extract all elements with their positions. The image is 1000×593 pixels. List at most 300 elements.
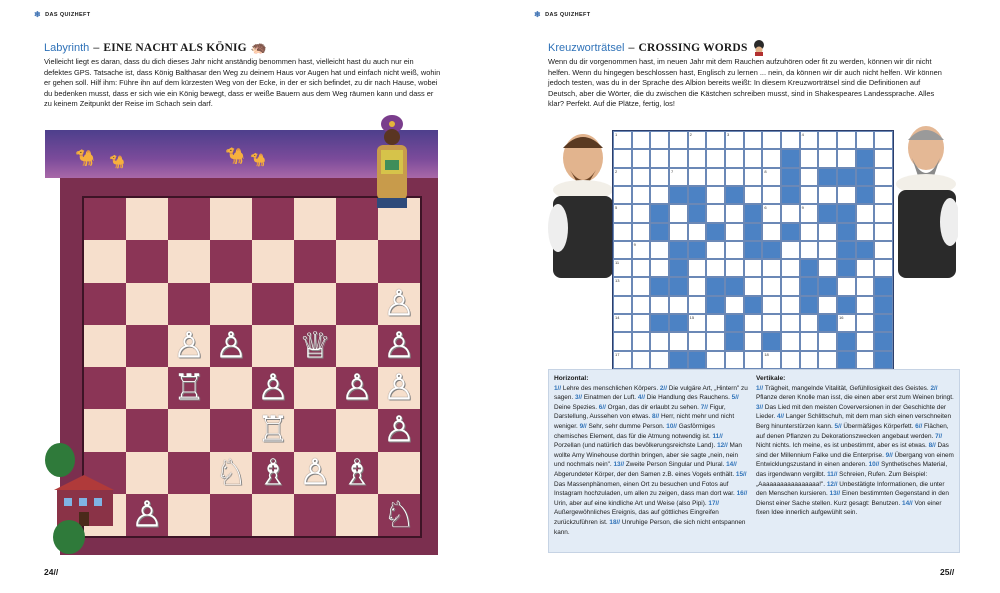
crossword-cell[interactable] <box>613 332 632 350</box>
crossword-cell[interactable] <box>837 277 856 295</box>
crossword-cell[interactable] <box>706 204 725 222</box>
board-square <box>336 325 378 367</box>
crossword-cell[interactable] <box>706 314 725 332</box>
clues-vertical <box>756 374 954 518</box>
crossword-cell[interactable] <box>762 351 781 369</box>
crossword-cell[interactable] <box>874 223 893 241</box>
crossword-cell[interactable] <box>613 149 632 167</box>
clue-text: Von einer fixen Idee innerlich aufgewühlt sein. <box>756 499 942 517</box>
crossword-cell[interactable] <box>650 131 669 149</box>
crossword-cell[interactable] <box>818 131 837 149</box>
crossword-cell[interactable] <box>613 204 632 222</box>
crossword-cell[interactable] <box>818 186 837 204</box>
crossword-cell-number: 6 <box>764 205 767 211</box>
chess-piece: ♘ <box>214 450 248 492</box>
tree-bottom <box>53 520 85 554</box>
board-square <box>126 240 168 282</box>
board-square <box>378 367 420 409</box>
crossword-block <box>837 351 856 369</box>
crossword-cell[interactable] <box>706 186 725 204</box>
crossword-block <box>837 332 856 350</box>
crossword-cell[interactable] <box>837 186 856 204</box>
crossword-cell[interactable] <box>856 277 875 295</box>
crossword-cell[interactable] <box>725 168 744 186</box>
intro-line: er gehen soll. Hilf ihm: Führe ihn auf dem kürzesten Weg von der Ecke, in der er sich befindet, zu dir nach Hause, wobei <box>44 78 438 88</box>
board-square <box>126 452 168 494</box>
crossword-cell[interactable] <box>613 277 632 295</box>
snowflake-icon: ❄ <box>34 10 42 19</box>
crossword-cell[interactable] <box>650 296 669 314</box>
crossword-cell[interactable] <box>613 241 632 259</box>
crossword-cell[interactable] <box>762 149 781 167</box>
crossword-block <box>688 241 707 259</box>
crossword-cell[interactable] <box>688 277 707 295</box>
crossword-cell[interactable] <box>781 204 800 222</box>
crossword-cell[interactable] <box>856 332 875 350</box>
crossword-cell[interactable] <box>818 332 837 350</box>
crossword-cell-number: 5 <box>615 205 618 211</box>
board-square <box>210 198 252 240</box>
clue-number: 2// <box>659 384 669 392</box>
crossword-cell[interactable] <box>744 168 763 186</box>
crossword-cell[interactable] <box>632 277 651 295</box>
crossword-cell[interactable] <box>650 186 669 204</box>
crossword-cell[interactable] <box>856 351 875 369</box>
clue-text: Übergang von einem Entwicklungszustand in einen anderen. <box>756 451 954 469</box>
crossword-cell[interactable] <box>706 332 725 350</box>
crossword-cell[interactable] <box>800 131 819 149</box>
crossword-block <box>818 314 837 332</box>
clue-text: Das sind der Millennium Falke und die Enterprise. <box>756 442 949 459</box>
clue-number: 10// <box>666 422 679 430</box>
crossword-cell[interactable] <box>762 168 781 186</box>
clue-number: 1// <box>756 384 765 392</box>
crossword-cell[interactable] <box>762 131 781 149</box>
crossword-cell-number: 1 <box>615 132 618 137</box>
chess-piece: ♙ <box>256 366 290 408</box>
chess-piece: ♙ <box>382 324 416 366</box>
crossword-block <box>781 186 800 204</box>
board-square <box>84 409 126 451</box>
home-house <box>49 470 119 530</box>
crossword-cell[interactable] <box>632 168 651 186</box>
crossword-cell[interactable] <box>781 332 800 350</box>
crossword-block <box>725 314 744 332</box>
crossword-block <box>837 296 856 314</box>
crossword-block <box>744 241 763 259</box>
crossword-cell[interactable] <box>781 241 800 259</box>
crossword-cell[interactable] <box>781 131 800 149</box>
crossword-cell[interactable] <box>725 259 744 277</box>
crossword-cell[interactable] <box>669 296 688 314</box>
crossword-cell[interactable] <box>818 259 837 277</box>
chess-piece: ♙ <box>382 366 416 408</box>
crossword-block <box>669 241 688 259</box>
crossword-block <box>781 223 800 241</box>
crossword-cell[interactable] <box>688 149 707 167</box>
title-subtitle: EINE NACHT ALS KÖNIG <box>103 42 247 54</box>
crossword-cell[interactable] <box>613 223 632 241</box>
chess-piece: ♙ <box>382 408 416 450</box>
board-square <box>168 409 210 451</box>
crossword-cell[interactable] <box>669 332 688 350</box>
crossword-cell-number: 14 <box>615 315 620 321</box>
crossword-cell-number: 18 <box>764 351 769 357</box>
crossword-cell[interactable] <box>688 314 707 332</box>
crossword-block <box>781 149 800 167</box>
intro-line: Deutsch, aber die Wörter, die du zwischen die Kästchen schreiben musst, sind in Shakespeares Landessprache. Alles <box>548 88 935 98</box>
crossword-cell[interactable] <box>632 186 651 204</box>
intro-text <box>44 57 454 110</box>
clue-text: Urin, aber auf eine kindliche Art und Weise (also Pipi). <box>554 499 709 507</box>
crossword-cell[interactable] <box>632 259 651 277</box>
board-square <box>378 452 420 494</box>
crossword-cell[interactable] <box>688 168 707 186</box>
board-square <box>252 494 294 536</box>
crossword-cell[interactable] <box>818 149 837 167</box>
clue-number: 14// <box>726 461 737 469</box>
crossword-block <box>650 204 669 222</box>
clue-number: 11// <box>712 432 723 440</box>
crossword-cell[interactable] <box>706 241 725 259</box>
crossword-cell[interactable] <box>800 168 819 186</box>
crossword-illustration <box>548 118 958 369</box>
crossword-cell[interactable] <box>632 149 651 167</box>
crossword-cell[interactable] <box>744 277 763 295</box>
crossword-cell[interactable] <box>781 314 800 332</box>
board-square <box>210 325 252 367</box>
clue-text: Synthetisches Material, das irgendwann vergilbt. <box>756 461 948 478</box>
crossword-block <box>688 351 707 369</box>
crossword-block <box>762 241 781 259</box>
crossword-cell[interactable] <box>632 296 651 314</box>
clue-text: Die Handlung des Rauchens. <box>646 394 732 402</box>
crossword-block <box>874 351 893 369</box>
crossword-cell[interactable] <box>725 131 744 149</box>
clue-text: Trägheit, mangelnde Vitalität, Gefühllosigkeit des Geistes. <box>764 384 931 392</box>
clue-text: Porzellan (und natürlich das bevölkerungsreichste Land). <box>554 442 718 450</box>
clue-number: 4// <box>776 413 786 421</box>
title-dash: – <box>628 42 635 54</box>
crossword-block <box>725 277 744 295</box>
title-dash: – <box>93 42 100 54</box>
crossword-block <box>837 241 856 259</box>
crossword-cell[interactable] <box>800 223 819 241</box>
clue-text: Einatmen der Luft. <box>583 394 638 402</box>
crossword-cell[interactable] <box>632 131 651 149</box>
crossword-cell[interactable] <box>781 351 800 369</box>
crossword-cell[interactable] <box>688 259 707 277</box>
crossword-cell[interactable] <box>632 204 651 222</box>
crossword-block <box>874 277 893 295</box>
clue-text: Man wollte Amy Winehouse dorthin bringen, aber sie sagte „nein, nein und nochmals nein". <box>554 442 742 469</box>
intro-line: jedoch testen, was du in der Sprache des Albion bereits weißt: In diesem Kreuzworträtsel sind die Definitionen auf <box>548 78 921 88</box>
intro-line: du bedenken musst, dass er sich wie ein König bewegt, dass er weiße Bauern aus dem Weg räumen kann und dass er <box>44 88 434 98</box>
crossword-cell[interactable] <box>669 131 688 149</box>
clue-number: 8// <box>928 442 938 450</box>
crossword-cell[interactable] <box>632 332 651 350</box>
crossword-cell[interactable] <box>632 351 651 369</box>
clue-number: 10// <box>868 461 882 469</box>
crossword-block <box>669 277 688 295</box>
crossword-cell[interactable] <box>688 332 707 350</box>
clue-text: Flächen, auf denen Pflanzen zu Dekorationszwecken angebaut werden. <box>756 422 949 440</box>
crossword-cell[interactable] <box>744 131 763 149</box>
crossword-cell[interactable] <box>613 131 632 149</box>
crossword-cell[interactable] <box>800 149 819 167</box>
clue-number: 3// <box>756 403 765 411</box>
crossword-cell[interactable] <box>856 259 875 277</box>
board-square <box>336 452 378 494</box>
crossword-cell[interactable] <box>762 186 781 204</box>
clue-text: Pflanze deren Knolle man isst, die einen aber erst zum Weinen bringt. <box>756 394 954 402</box>
board-square <box>168 283 210 325</box>
board-square <box>168 240 210 282</box>
crossword-cell[interactable] <box>650 351 669 369</box>
board-square <box>126 367 168 409</box>
crossword-block <box>874 314 893 332</box>
crossword-cell-number: 9 <box>801 205 804 211</box>
chess-piece: ♙ <box>214 324 248 366</box>
board-square <box>126 409 168 451</box>
crossword-cell[interactable] <box>744 259 763 277</box>
crossword-cell[interactable] <box>650 241 669 259</box>
crossword-cell[interactable] <box>874 168 893 186</box>
crossword-cell[interactable] <box>613 259 632 277</box>
board-square <box>84 283 126 325</box>
clue-number: 14// <box>902 499 915 507</box>
clue-number: 12// <box>826 480 840 488</box>
right-page <box>500 0 1000 593</box>
crossword-block <box>781 168 800 186</box>
clue-text: Sehr, sehr dumme Person. <box>588 422 667 430</box>
clue-text: Zweite Person Singular und Plural. <box>625 461 727 469</box>
board-square <box>252 409 294 451</box>
crossword-cell[interactable] <box>818 241 837 259</box>
crossword-cell[interactable] <box>650 332 669 350</box>
crossword-cell[interactable] <box>706 351 725 369</box>
chess-piece: ♕ <box>298 324 332 366</box>
crossword-block <box>688 204 707 222</box>
crossword-block <box>856 186 875 204</box>
crossword-cell[interactable] <box>669 223 688 241</box>
crossword-cell[interactable] <box>800 241 819 259</box>
crossword-block <box>650 223 669 241</box>
board-square <box>378 283 420 325</box>
board-square <box>294 283 336 325</box>
crossword-block <box>800 296 819 314</box>
crossword-cell[interactable] <box>744 314 763 332</box>
crossword-cell[interactable] <box>725 296 744 314</box>
crossword-cell-number: 2 <box>615 168 618 174</box>
crossword-cell[interactable] <box>613 314 632 332</box>
crossword-cell[interactable] <box>762 314 781 332</box>
crossword-cell[interactable] <box>818 223 837 241</box>
crossword-cell[interactable] <box>818 296 837 314</box>
chess-piece: ♖ <box>256 408 290 450</box>
crossword-cell[interactable] <box>874 149 893 167</box>
board-square <box>126 325 168 367</box>
clue-number: 9// <box>885 451 895 459</box>
crossword-cell[interactable] <box>800 351 819 369</box>
crossword-cell[interactable] <box>856 204 875 222</box>
chess-piece: ♙ <box>172 324 206 366</box>
crossword-block <box>837 168 856 186</box>
board-square <box>126 494 168 536</box>
crossword-cell[interactable] <box>613 186 632 204</box>
board-square <box>126 283 168 325</box>
crossword-cell[interactable] <box>688 296 707 314</box>
board-square <box>84 325 126 367</box>
crossword-cell[interactable] <box>744 149 763 167</box>
crossword-cell[interactable] <box>632 223 651 241</box>
board-square <box>378 325 420 367</box>
crossword-cell[interactable] <box>688 223 707 241</box>
crossword-cell[interactable] <box>874 241 893 259</box>
crossword-cell[interactable] <box>650 168 669 186</box>
crossword-cell[interactable] <box>856 296 875 314</box>
intro-line: klar? Perfekt. Auf die Plätze, fertig, los! <box>548 99 675 109</box>
clue-number: 6// <box>598 403 608 411</box>
clues-vertical-title: Vertikale: <box>756 375 786 382</box>
chess-piece: ♗ <box>256 450 290 492</box>
crossword-cell[interactable] <box>725 204 744 222</box>
crossword-cell[interactable] <box>837 314 856 332</box>
clue-text: Langer Schlittschuh, mit dem man sich einen verschneiten Berg hinunterstürzen kann. <box>756 413 952 430</box>
crossword-cell[interactable] <box>725 241 744 259</box>
crossword-cell[interactable] <box>706 168 725 186</box>
clue-number: 17// <box>708 499 720 507</box>
crossword-cell[interactable] <box>800 204 819 222</box>
crossword-block <box>837 204 856 222</box>
clues-box <box>548 369 960 553</box>
clue-number: 4// <box>637 394 647 402</box>
clues-horizontal <box>554 374 750 537</box>
crossword-cell[interactable] <box>762 296 781 314</box>
crossword-cell[interactable] <box>725 223 744 241</box>
crossword-cell[interactable] <box>650 149 669 167</box>
crossword-cell[interactable] <box>856 223 875 241</box>
board-square <box>84 240 126 282</box>
crossword-cell[interactable] <box>800 186 819 204</box>
crossword-cell[interactable] <box>856 314 875 332</box>
clue-text: Übermäßiges Körperfett. <box>843 422 916 430</box>
header-label: DAS QUIZHEFT <box>545 11 591 18</box>
crossword-cell[interactable] <box>725 149 744 167</box>
crossword-cell[interactable] <box>632 314 651 332</box>
crossword-block <box>818 277 837 295</box>
header-label: DAS QUIZHEFT <box>45 11 91 18</box>
crossword-cell[interactable] <box>874 131 893 149</box>
crossword-cell[interactable] <box>762 204 781 222</box>
crossword-cell[interactable] <box>613 296 632 314</box>
crossword-cell[interactable] <box>762 277 781 295</box>
crossword-cell[interactable] <box>781 259 800 277</box>
board-square <box>84 367 126 409</box>
crossword-cell-number: 2 <box>689 132 692 137</box>
clue-text: Die vulgäre Art, „Hintern" zu sagen. <box>554 384 748 402</box>
crossword-cell[interactable] <box>800 332 819 350</box>
clues-horizontal-list <box>554 384 750 538</box>
crossword-cell[interactable] <box>800 314 819 332</box>
crossword-cell[interactable] <box>669 204 688 222</box>
guard-icon <box>752 40 766 56</box>
crossword-cell[interactable] <box>874 259 893 277</box>
crossword-cell[interactable] <box>650 259 669 277</box>
crossword-cell[interactable] <box>781 277 800 295</box>
crossword-cell[interactable] <box>688 131 707 149</box>
chess-piece: ♙ <box>382 281 416 323</box>
crossword-cell[interactable] <box>744 186 763 204</box>
crossword-cell[interactable] <box>725 351 744 369</box>
clue-text: Einen bestimmten Gegenstand in den Dienst einer Sache stellen. Kurz gesagt: Benutzen. <box>756 490 949 507</box>
crossword-cell[interactable] <box>874 204 893 222</box>
crossword-cell[interactable] <box>613 168 632 186</box>
crossword-cell[interactable] <box>856 131 875 149</box>
board-square <box>168 452 210 494</box>
crossword-cell[interactable] <box>669 149 688 167</box>
clue-number: 6// <box>915 422 925 430</box>
clue-number: 7// <box>935 432 943 440</box>
crossword-cell[interactable] <box>781 296 800 314</box>
crossword-cell[interactable] <box>706 259 725 277</box>
board-square <box>84 198 126 240</box>
board-square <box>252 240 294 282</box>
crossword-block <box>744 204 763 222</box>
crossword-block <box>874 332 893 350</box>
clue-number: 16// <box>736 490 748 498</box>
crossword-block <box>669 259 688 277</box>
crossword-block <box>818 168 837 186</box>
clue-text: Unruhige Person, die sich nicht entspannen kann. <box>554 518 746 536</box>
crossword-block <box>744 296 763 314</box>
clues-vertical-list <box>756 384 954 518</box>
crossword-cell-number: 4 <box>801 132 804 137</box>
crossword-cell[interactable] <box>818 351 837 369</box>
crossword-cell[interactable] <box>744 351 763 369</box>
chess-illustration <box>45 130 438 555</box>
crossword-cell[interactable] <box>632 241 651 259</box>
crossword-cell[interactable] <box>669 168 688 186</box>
clue-number: 9// <box>579 422 589 430</box>
crossword-cell[interactable] <box>706 149 725 167</box>
clue-number: 13// <box>613 461 626 469</box>
crossword-cell[interactable] <box>744 332 763 350</box>
crossword-cell[interactable] <box>762 259 781 277</box>
crossword-block <box>762 332 781 350</box>
crossword-cell[interactable] <box>837 149 856 167</box>
chessboard <box>82 196 422 538</box>
board-square <box>210 409 252 451</box>
board-square <box>378 494 420 536</box>
crossword-cell-number: 11 <box>615 260 620 266</box>
board-square <box>252 325 294 367</box>
crossword-cell[interactable] <box>613 351 632 369</box>
crossword-block <box>856 149 875 167</box>
board-square <box>294 198 336 240</box>
crossword-cell[interactable] <box>762 223 781 241</box>
crossword-cell[interactable] <box>837 131 856 149</box>
crossword-block <box>800 277 819 295</box>
clue-text: Schreien, Rufen. Zum Beispiel: „Aaaaaaaaaaaaaaaaa!". <box>756 470 928 488</box>
board-square <box>294 240 336 282</box>
clue-number: 18// <box>609 518 622 526</box>
crossword-cell[interactable] <box>874 186 893 204</box>
board-square <box>210 367 252 409</box>
elizabethan-man-portrait <box>894 118 958 278</box>
crossword-cell[interactable] <box>706 131 725 149</box>
crossword-cell-number: 7 <box>670 168 674 174</box>
